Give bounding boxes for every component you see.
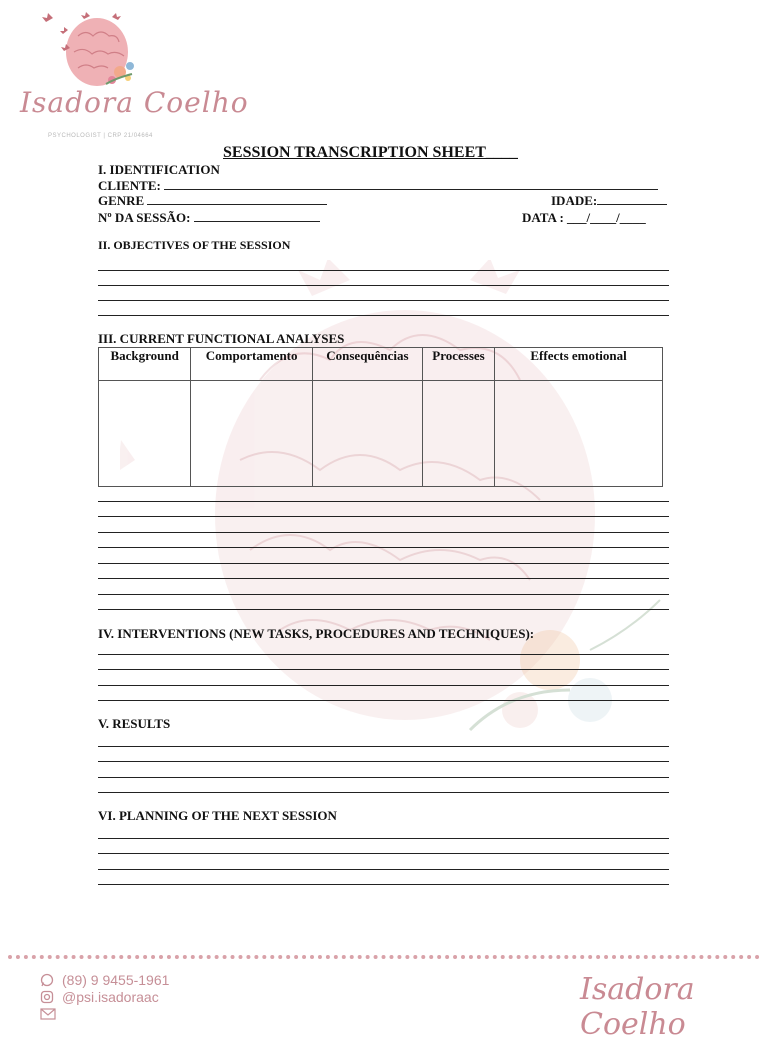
- analysis-heading: III. CURRENT FUNCTIONAL ANALYSES: [98, 331, 345, 346]
- cell-behavior[interactable]: [191, 381, 313, 487]
- envelope-icon: [40, 1008, 56, 1020]
- age-label: IDADE:: [551, 193, 598, 208]
- analysis-line-8[interactable]: [98, 609, 669, 610]
- table-header-row: [99, 348, 663, 381]
- instagram-icon: [40, 990, 54, 1004]
- column-background: Background: [99, 348, 191, 381]
- interventions-line-3[interactable]: [98, 685, 669, 686]
- client-field[interactable]: [98, 178, 658, 194]
- analysis-line-6[interactable]: [98, 578, 669, 579]
- interventions-line-4[interactable]: [98, 700, 669, 701]
- objectives-line-1[interactable]: [98, 270, 669, 271]
- phone-text: (89) 9 9455-1961: [62, 972, 170, 988]
- table-row: [99, 381, 663, 487]
- age-input-line[interactable]: [597, 193, 667, 205]
- analysis-line-5[interactable]: [98, 563, 669, 564]
- footer-dotted-divider: [8, 955, 760, 959]
- planning-line-3[interactable]: [98, 869, 669, 870]
- results-line-4[interactable]: [98, 792, 669, 793]
- genre-label: GENRE: [98, 193, 145, 208]
- column-emotional-effects: Effects emotional: [495, 348, 663, 381]
- column-processes: Processes: [422, 348, 494, 381]
- cell-consequences[interactable]: [312, 381, 422, 487]
- analysis-line-2[interactable]: [98, 516, 669, 517]
- planning-line-4[interactable]: [98, 884, 669, 885]
- results-heading: V. RESULTS: [98, 716, 171, 731]
- analysis-line-3[interactable]: [98, 532, 669, 533]
- logo-subtitle: PSYCHOLOGIST | CRP 21/04664: [48, 133, 153, 139]
- instagram-text: @psi.isadoraac: [62, 989, 159, 1005]
- objectives-heading: II. OBJECTIVES OF THE SESSION: [98, 238, 291, 252]
- results-line-2[interactable]: [98, 761, 669, 762]
- identification-heading: I. IDENTIFICATION: [98, 162, 220, 177]
- page-title: SESSION TRANSCRIPTION SHEET____: [223, 144, 518, 161]
- cell-processes[interactable]: [422, 381, 494, 487]
- genre-input-line[interactable]: [147, 193, 327, 205]
- analysis-line-7[interactable]: [98, 594, 669, 595]
- session-number-input-line[interactable]: [194, 210, 320, 222]
- cell-background[interactable]: [99, 381, 191, 487]
- footer-signature: Isadora Coelho: [580, 972, 695, 1042]
- analysis-line-1[interactable]: [98, 501, 669, 502]
- footer-instagram: [40, 989, 159, 1005]
- objectives-line-2[interactable]: [98, 285, 669, 286]
- results-line-1[interactable]: [98, 746, 669, 747]
- interventions-line-2[interactable]: [98, 669, 669, 670]
- footer-phone: [40, 972, 169, 988]
- date-label: DATA :: [522, 210, 564, 225]
- objectives-line-3[interactable]: [98, 300, 669, 301]
- interventions-heading: IV. INTERVENTIONS (NEW TASKS, PROCEDURES AND TECHNIQUES):: [98, 626, 535, 641]
- planning-line-2[interactable]: [98, 853, 669, 854]
- genre-field[interactable]: [98, 193, 327, 209]
- age-field[interactable]: [551, 193, 667, 209]
- session-number-field[interactable]: [98, 210, 320, 226]
- functional-analysis-table: [98, 347, 663, 487]
- column-behavior: Comportamento: [191, 348, 313, 381]
- logo-wordmark: Isadora Coelho: [20, 86, 249, 119]
- brain-logo-icon: [40, 8, 150, 98]
- cell-emotional-effects[interactable]: [495, 381, 663, 487]
- client-label: CLIENTE:: [98, 178, 161, 193]
- client-input-line[interactable]: [164, 178, 658, 190]
- planning-line-1[interactable]: [98, 838, 669, 839]
- footer-email: [40, 1008, 56, 1020]
- objectives-line-4[interactable]: [98, 315, 669, 316]
- interventions-line-1[interactable]: [98, 654, 669, 655]
- whatsapp-icon: [40, 973, 54, 987]
- session-number-label: Nº DA SESSÃO:: [98, 210, 191, 225]
- date-field[interactable]: [522, 210, 646, 226]
- analysis-line-4[interactable]: [98, 547, 669, 548]
- planning-heading: VI. PLANNING OF THE NEXT SESSION: [98, 808, 337, 823]
- results-line-3[interactable]: [98, 777, 669, 778]
- date-input[interactable]: ___/____/____: [567, 210, 646, 225]
- column-consequences: Consequências: [312, 348, 422, 381]
